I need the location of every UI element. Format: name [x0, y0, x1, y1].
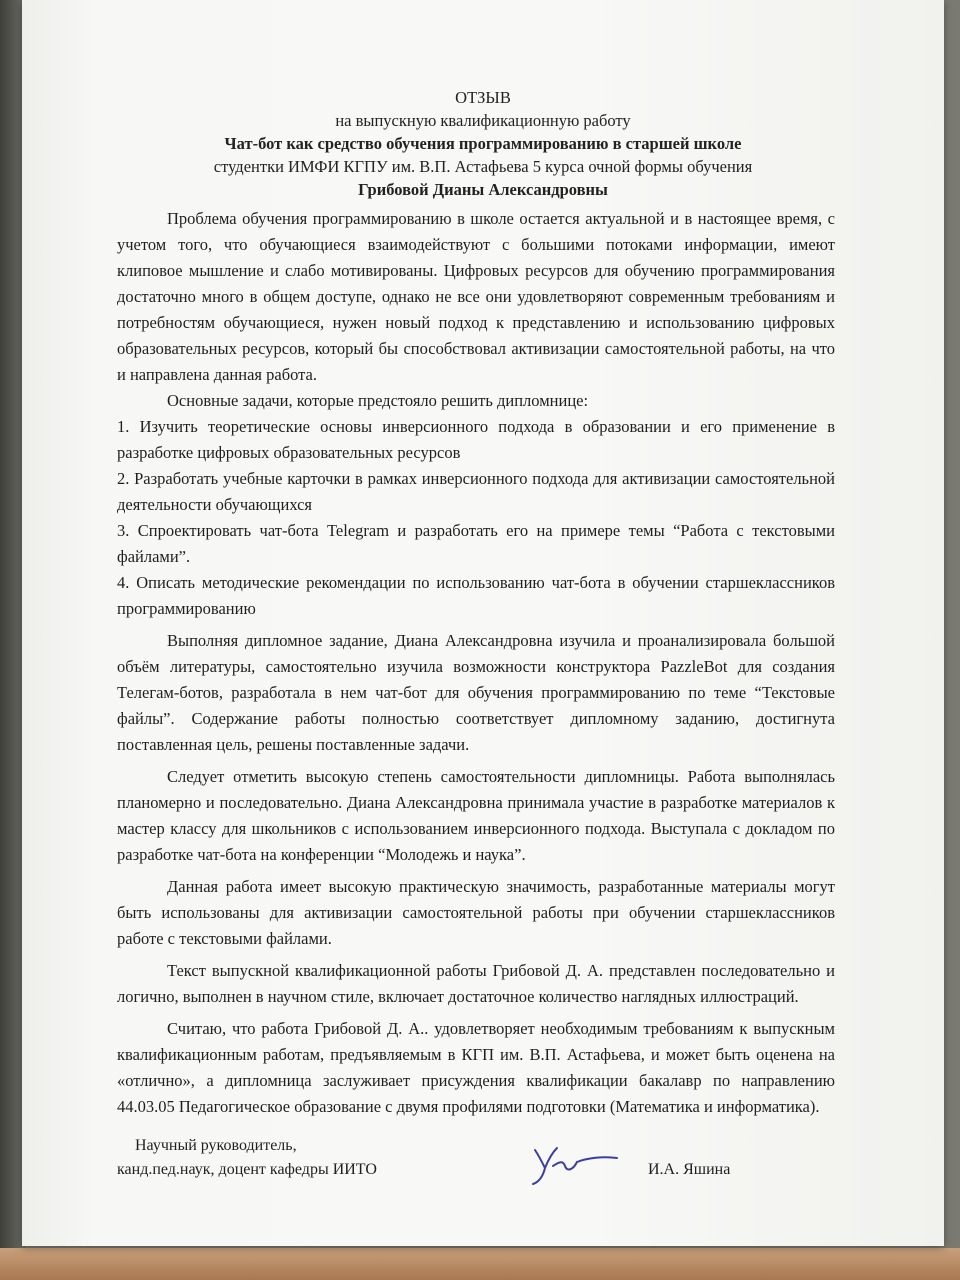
paragraph-6: Считаю, что работа Грибовой Д. А.. удовлетворяет необходимым требованиям к выпускным квалификационным работам, предъявляемым в КГП им. В.П. Астафьева, и может быть оценена на «отлично», а дипломница заслуживает присуждения квалификации бакалавр по направлению 44.03.05 Педагогическое образование с двумя профилями подготовки (Математика и информатика).: [117, 1019, 835, 1116]
paragraph-1: Проблема обучения программированию в школе остается актуальной и в настоящее время, с учетом того, что обучающиеся взаимодействуют с большими потоками информации, имеют клиповое мышление и слабо мотивированы. Цифровых ресурсов для обучению программирования достаточно много в общем доступе, однако не все они удовлетворяют современным требованиям и потребностям обучающиеся, нужен новый подход к представлению и использованию цифровых образовательных ресурсов, который бы способствовал активизации самостоятельной работы, на что и направлена данная работа.: [117, 209, 835, 384]
paragraph-3: Следует отметить высокую степень самостоятельности дипломницы. Работа выполнялась планомерно и последовательно. Диана Александровна принимала участие в разработке материалов к мастер классу для школьников с использованием инверсионного подхода. Выступала с докладом по разработке чат-бота на конференции “Молодежь и наука”.: [117, 767, 835, 864]
task-4: 4. Описать методические рекомендации по использованию чат-бота в обучении старшеклассников программированию: [117, 573, 835, 618]
paragraph-2: Выполняя дипломное задание, Диана Александровна изучила и проанализировала большой объём литературы, самостоятельно изучила возможности конструктора PazzleBot для создания Телегам-ботов, разработала в нем чат-бот для обучения программированию по теме “Текстовые файлы”. Содержание работы полностью соответствует дипломному заданию, достигнута поставленная цель, решены поставленные задачи.: [117, 631, 835, 754]
work-title: Чат-бот как средство обучения программированию в старшей школе: [224, 134, 742, 153]
student-info: студентки ИМФИ КГПУ им. В.П. Астафьева 5 курса очной формы обучения: [213, 157, 753, 176]
doc-subtitle: на выпускную квалификационную работу: [335, 111, 631, 130]
paragraph-5: Текст выпускной квалификационной работы Грибовой Д. А. представлен последовательно и логично, выполнен в научном стиле, включает достаточное количество наглядных иллюстраций.: [117, 961, 835, 1006]
paragraph-4: Данная работа имеет высокую практическую значимость, разработанные материалы могут быть использованы для активизации самостоятельной работы при обучении старшеклассников работе с текстовыми файлами.: [117, 877, 835, 948]
supervisor-name: И.А. Яшина: [648, 1161, 731, 1178]
document-header: [22, 86, 944, 201]
document-body: [117, 206, 835, 1120]
task-1: 1. Изучить теоретические основы инверсионного подхода в образовании и его применение в разработке цифровых образовательных ресурсов: [117, 417, 835, 462]
student-name: Грибовой Дианы Александровны: [358, 180, 608, 199]
supervisor-position: канд.пед.наук, доцент кафедры ИИТО: [117, 1161, 377, 1178]
task-2: 2. Разработать учебные карточки в рамках инверсионного подхода для активизации самостоятельной деятельности обучающихся: [117, 469, 835, 514]
supervisor-role: Научный руководитель,: [135, 1137, 297, 1154]
task-3: 3. Спроектировать чат-бота Telegram и разработать его на примере темы “Работа с текстовыми файлами”.: [117, 521, 835, 566]
doc-title: ОТЗЫВ: [455, 88, 511, 107]
tasks-intro: Основные задачи, которые предстояло решить дипломнице:: [167, 391, 589, 410]
handwritten-signature-icon: [525, 1136, 625, 1190]
table-surface: [0, 1248, 960, 1280]
